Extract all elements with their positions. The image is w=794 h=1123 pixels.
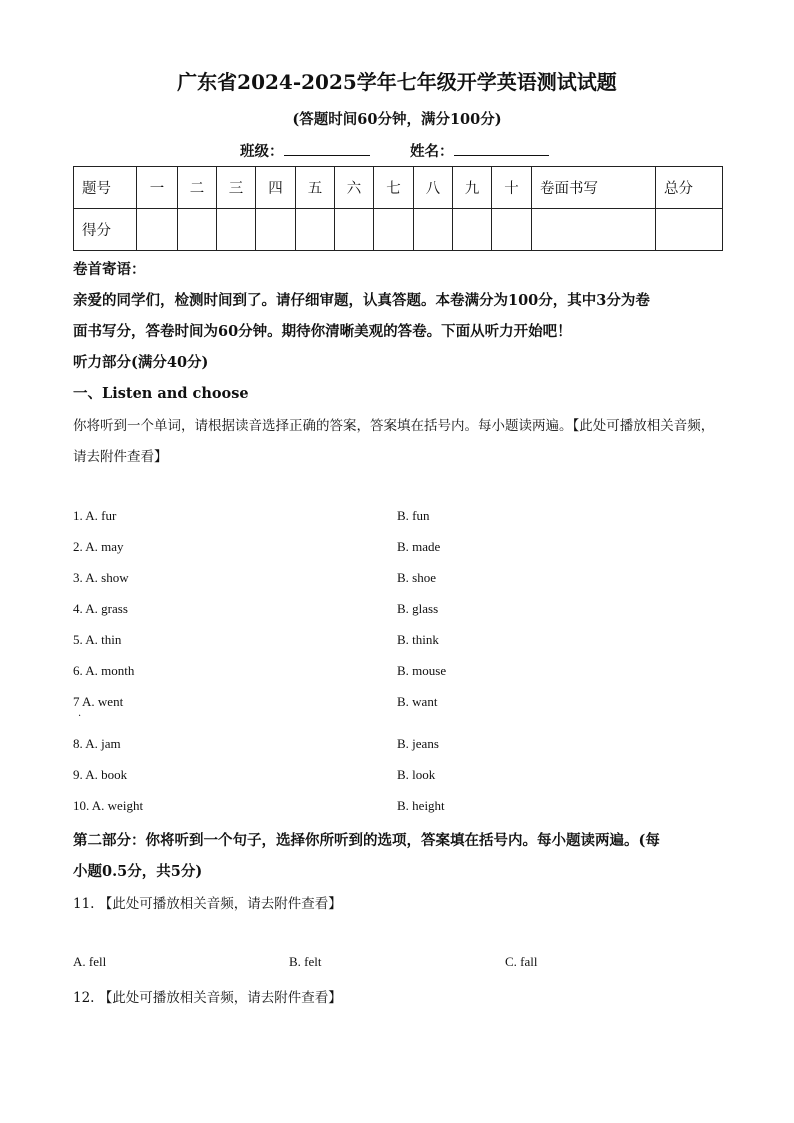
header-cell: 二 <box>178 167 217 209</box>
header-cell: 一 <box>137 167 178 209</box>
class-field <box>240 140 370 161</box>
section2-title: 第二部分：你将听到一个句子，选择你所听到的选项，答案填在括号内。每小题读两遍。(每 <box>73 832 660 849</box>
score-header-row <box>74 167 723 209</box>
score-cell <box>217 209 256 251</box>
question-option-b: B. jeans <box>397 736 439 751</box>
question-option-b: B. look <box>397 767 436 782</box>
score-cell <box>178 209 217 251</box>
score-cell <box>137 209 178 251</box>
section1-title: 一、Listen and choose <box>73 385 249 402</box>
question-option-a: 9. A. book <box>73 767 128 782</box>
section2-title-cont: 小题0.5分，共5分) <box>73 863 203 880</box>
question-11: 11. 【此处可播放相关音频，请去附件查看】 <box>73 896 342 912</box>
stray-dot: . <box>78 708 82 719</box>
score-cell <box>453 209 492 251</box>
question-option-b: B. made <box>397 539 441 554</box>
score-cell <box>532 209 656 251</box>
header-cell: 总分 <box>656 167 723 209</box>
question-option-a: A. fell <box>73 954 107 969</box>
question-option-a: 3. A. show <box>73 570 129 585</box>
header-cell: 七 <box>374 167 414 209</box>
score-table <box>73 166 723 251</box>
preface-title: 卷首寄语： <box>73 261 146 278</box>
score-cell <box>492 209 532 251</box>
question-option-b: B. fun <box>397 508 430 523</box>
question-12: 12. 【此处可播放相关音频，请去附件查看】 <box>73 990 342 1006</box>
question-option-a: 6. A. month <box>73 663 135 678</box>
question-option-a: 5. A. thin <box>73 632 122 647</box>
score-cell <box>656 209 723 251</box>
listening-header: 听力部分(满分40分) <box>73 354 209 371</box>
exam-subtitle: (答题时间60分钟，满分100分) <box>292 111 502 128</box>
question-option-b: B. felt <box>289 954 322 969</box>
score-cell <box>256 209 296 251</box>
section1-instruction: 请去附件查看】 <box>73 449 168 465</box>
name-label: 姓名： <box>410 143 454 160</box>
preface-line: 面书写分，答卷时间为60分钟。期待你清晰美观的答卷。下面从听力开始吧！ <box>73 323 572 340</box>
question-option-b: B. shoe <box>397 570 436 585</box>
question-option-a: 4. A. grass <box>73 601 128 616</box>
header-cell: 十 <box>492 167 532 209</box>
header-cell: 五 <box>296 167 335 209</box>
score-cell <box>296 209 335 251</box>
score-cell <box>335 209 374 251</box>
class-label: 班级： <box>240 143 284 160</box>
question-option-b: B. mouse <box>397 663 447 678</box>
score-cell <box>414 209 453 251</box>
question-option-b: B. think <box>397 632 439 647</box>
question-option-b: B. glass <box>397 601 439 616</box>
header-cell: 三 <box>217 167 256 209</box>
section1-instruction: 你将听到一个单词，请根据读音选择正确的答案，答案填在括号内。每小题读两遍。【此处可播放相关音频， <box>73 418 715 434</box>
question-option-a: 2. A. may <box>73 539 124 554</box>
score-row-label: 得分 <box>74 209 137 251</box>
header-cell: 九 <box>453 167 492 209</box>
page-title: 广东省2024-2025学年七年级开学英语测试试题 <box>177 70 617 94</box>
header-cell: 八 <box>414 167 453 209</box>
question-option-a: 8. A. jam <box>73 736 121 751</box>
score-value-row <box>74 209 723 251</box>
question-option-a: 7 A. went <box>73 694 124 709</box>
name-blank <box>454 140 549 156</box>
question-option-a: 1. A. fur <box>73 508 117 523</box>
question-option-c: C. fall <box>505 954 538 969</box>
preface-line: 亲爱的同学们，检测时间到了。请仔细审题，认真答题。本卷满分为100分，其中3分为卷 <box>73 292 650 309</box>
name-field <box>410 140 549 161</box>
question-option-a: 10. A. weight <box>73 798 144 813</box>
score-cell <box>374 209 414 251</box>
question-option-b: B. want <box>397 694 438 709</box>
question-option-b: B. height <box>397 798 445 813</box>
header-cell: 题号 <box>74 167 137 209</box>
class-blank <box>284 140 370 156</box>
header-cell: 卷面书写 <box>532 167 656 209</box>
header-cell: 四 <box>256 167 296 209</box>
header-cell: 六 <box>335 167 374 209</box>
